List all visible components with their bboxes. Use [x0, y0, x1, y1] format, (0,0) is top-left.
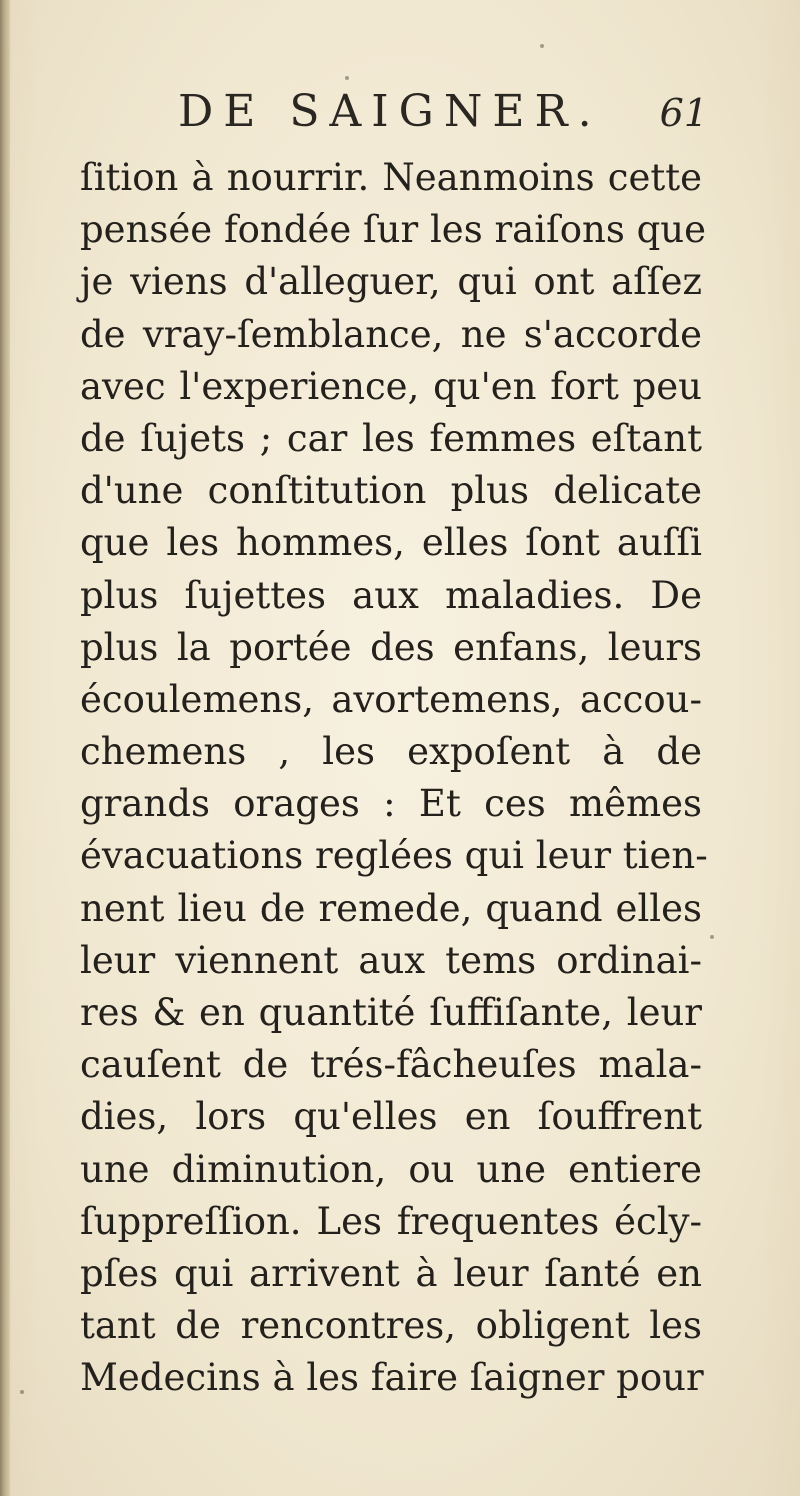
text-line: une diminution, ou une entiere — [80, 1147, 702, 1191]
text-line: Medecins à les faire ſaigner pour — [80, 1356, 704, 1400]
page-header — [80, 80, 720, 150]
text-line: res & en quantité ſuffiſante, leur — [80, 991, 702, 1034]
text-line: chemens , les expoſent à de — [80, 730, 702, 774]
text-line: de ſujets ; car les femmes eſtant — [80, 416, 702, 460]
text-line: je viens d'alleguer, qui ont aſſez — [80, 260, 702, 304]
paper-speck — [540, 44, 544, 48]
text-line: avec l'experience, qu'en fort peu — [80, 364, 702, 408]
text-line: évacuations reglées qui leur tien- — [80, 834, 708, 878]
text-line: écoulemens, avortemens, accou- — [80, 677, 702, 721]
text-line: pensée fondée ſur les raiſons que — [80, 208, 706, 252]
paper-speck — [20, 1390, 24, 1394]
text-line: ſuppreſſion. Les frequentes écly- — [80, 1199, 702, 1243]
text-line: ſition à nourrir. Neanmoins cette — [80, 156, 702, 199]
paper-speck — [710, 935, 714, 939]
running-title: DE SAIGNER. — [178, 86, 602, 137]
text-line: dies, lors qu'elles en ſouffrent — [80, 1095, 702, 1139]
text-line: plus la portée des enfans, leurs — [80, 625, 702, 669]
text-line: d'une conſtitution plus delicate — [80, 469, 702, 513]
text-line: cauſent de trés-fâcheuſes mala- — [80, 1043, 702, 1087]
text-line: pſes qui arrivent à leur ſanté en — [80, 1251, 702, 1295]
text-line: plus ſujettes aux maladies. De — [80, 573, 702, 617]
body-text — [80, 152, 708, 1405]
page-gutter — [0, 0, 10, 1496]
text-line: que les hommes, elles ſont auſſi — [80, 521, 702, 565]
text-line: tant de rencontres, obligent les — [80, 1304, 702, 1348]
text-line: grands orages : Et ces mêmes — [80, 782, 702, 826]
page-number: 61 — [659, 91, 708, 135]
paper-speck — [345, 76, 349, 80]
text-line: leur viennent aux tems ordinai- — [80, 938, 702, 982]
text-line: de vray-ſemblance, ne s'accorde — [80, 312, 702, 356]
text-line: nent lieu de remede, quand elles — [80, 886, 702, 930]
